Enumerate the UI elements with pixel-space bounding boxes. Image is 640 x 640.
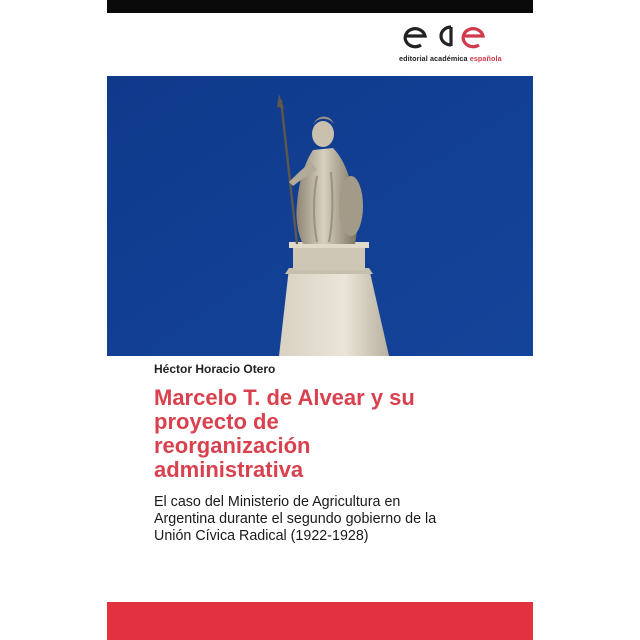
subtitle-line: Unión Cívica Radical (1922-1928) [154,528,369,544]
cover-photo [107,76,533,356]
eae-logo-icon [399,18,499,54]
title-line: administrativa [154,457,304,482]
top-bar [107,0,533,13]
bottom-bar [107,602,533,640]
book-title [154,386,514,482]
publisher-name [399,54,502,63]
title-line: proyecto de [154,409,279,434]
subtitle-line: El caso del Ministerio de Agricultura en [154,494,401,510]
statue-on-obelisk-icon [107,76,533,356]
book-cover [107,0,533,640]
publisher-name-red: española [469,54,502,63]
subtitle-line: Argentina durante el segundo gobierno de la [154,511,437,527]
publisher-name-dark: editorial académica [399,54,470,63]
title-line: reorganización [154,433,311,458]
author-name: Héctor Horacio Otero [154,362,276,376]
publisher-logo [399,18,502,64]
book-subtitle [154,494,524,545]
title-line: Marcelo T. de Alvear y su [154,385,415,410]
